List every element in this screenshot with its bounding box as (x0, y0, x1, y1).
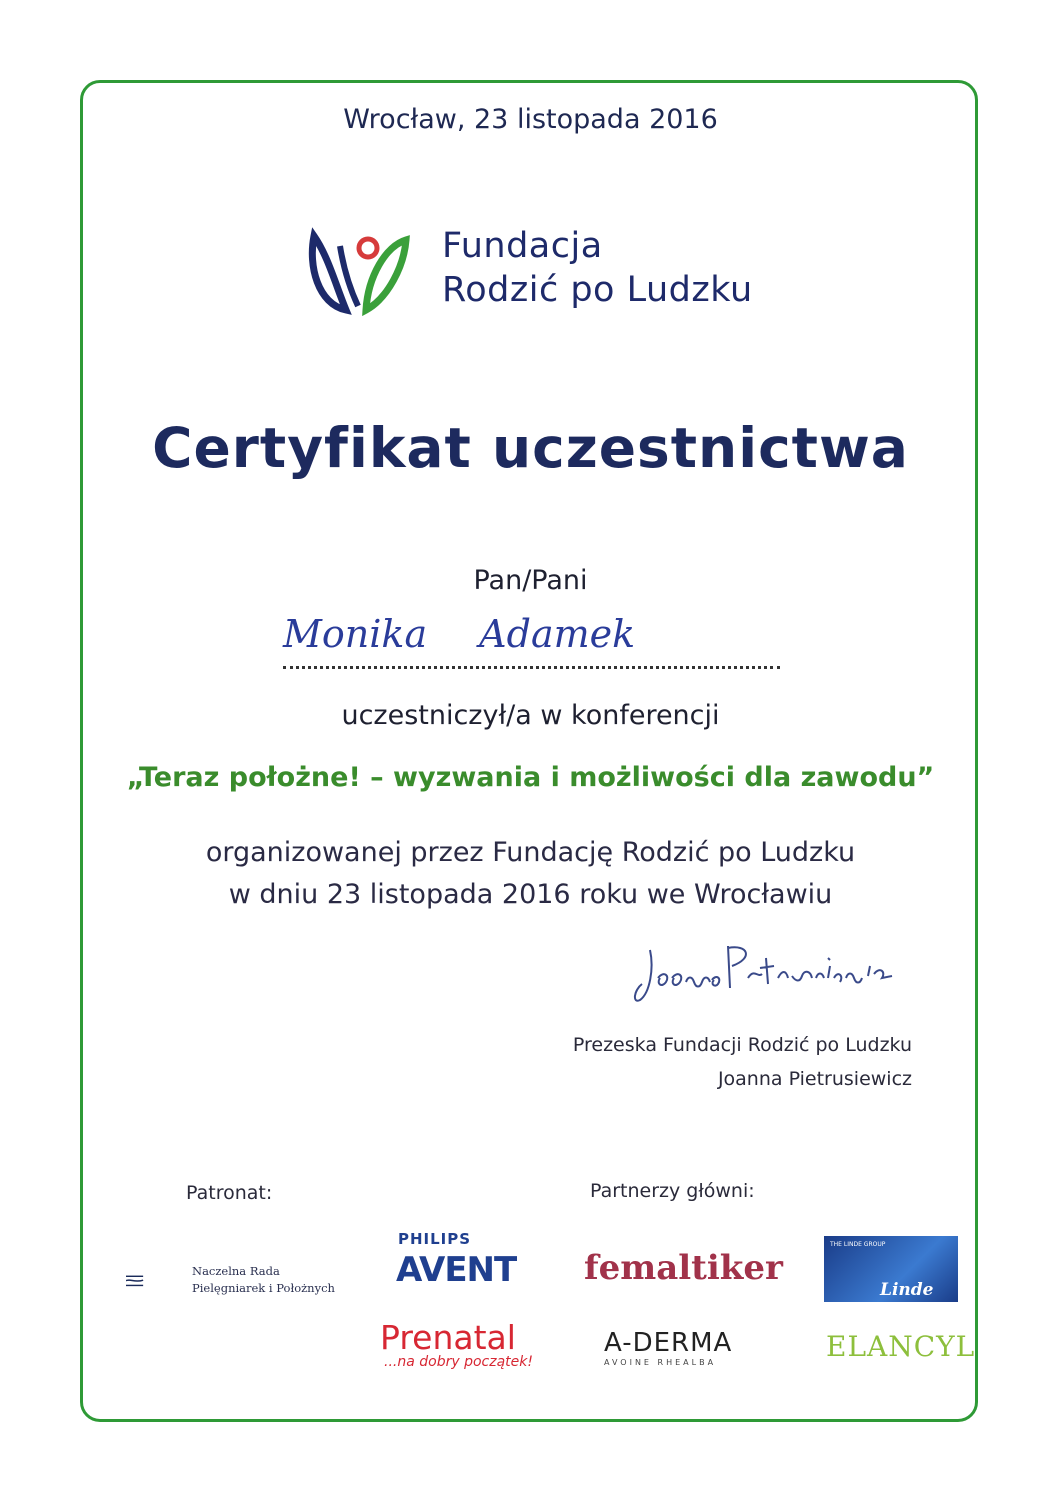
linde-logo: Linde (880, 1280, 934, 1300)
organizer-line-2: w dniu 23 listopada 2016 roku we Wrocławiu (228, 879, 833, 910)
signatory-role: Prezeska Fundacji Rodzić po Ludzku (572, 1034, 912, 1056)
conference-title: „Teraz położne! – wyzwania i możliwości dla zawodu” (126, 762, 935, 793)
femaltiker-logo: femaltiker (584, 1248, 783, 1288)
foundation-logo (306, 226, 416, 316)
foundation-name-line2: Rodzić po Ludzku (442, 270, 753, 310)
aderma-tagline: AVOINE RHEALBA (604, 1358, 717, 1367)
nrpp-line-1: Naczelna Rada (192, 1264, 280, 1278)
organizer-line-1: organizowanej przez Fundację Rodzić po Ludzku (205, 837, 856, 868)
salutation: Pan/Pani (473, 565, 588, 596)
partners-label: Partnerzy główni: (590, 1180, 755, 1202)
organizer-text (0, 832, 1061, 916)
aderma-logo: A-DERMA (604, 1328, 733, 1358)
certificate-date: Wrocław, 23 listopada 2016 (343, 104, 718, 135)
signatory-name: Joanna Pietrusiewicz (717, 1068, 912, 1090)
foundation-name-line1: Fundacja (442, 226, 603, 266)
participation-text: uczestniczył/a w konferencji (341, 700, 720, 731)
nrpp-line-2: Pielęgniarek i Położnych (192, 1281, 335, 1295)
nrpp-logo-mark (126, 1258, 186, 1304)
handwritten-signature (628, 938, 908, 1008)
elancyl-logo: ELANCYL (826, 1330, 976, 1363)
prenatal-logo: Prenatal (380, 1318, 516, 1357)
prenatal-tagline: ...na dobry początek! (384, 1354, 533, 1370)
linde-group-text: THE LINDE GROUP (830, 1241, 886, 1248)
certificate-title: Certyfikat uczestnictwa (152, 416, 909, 480)
avent-logo: AVENT (396, 1250, 517, 1290)
participant-name: Monika Adamek (283, 612, 636, 656)
philips-logo: PHILIPS (398, 1230, 472, 1248)
nrpp-logo-text (192, 1263, 335, 1297)
patronage-label: Patronat: (186, 1182, 273, 1204)
